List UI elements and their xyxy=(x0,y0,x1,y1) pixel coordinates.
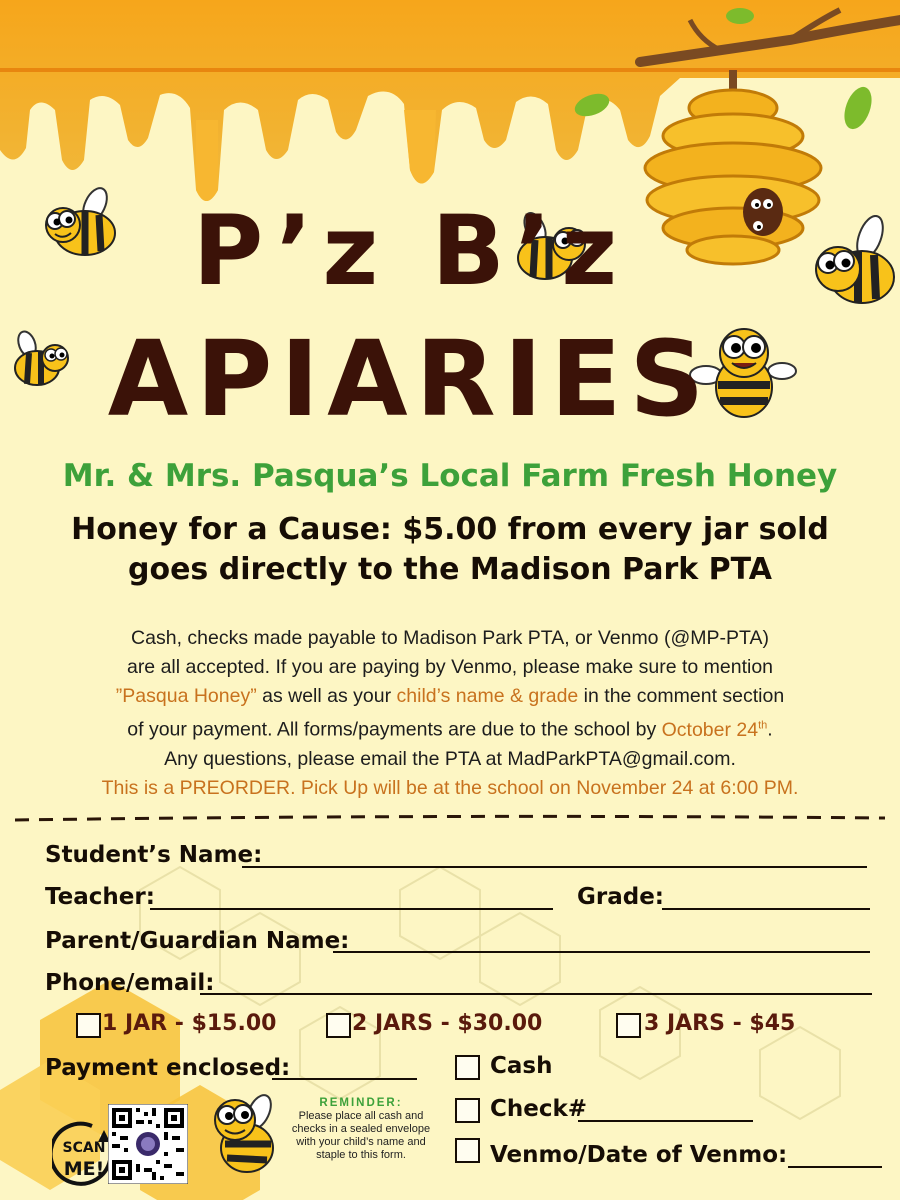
cause-line-1: Honey for a Cause: $5.00 from every jar sold xyxy=(71,512,829,547)
info-paragraph xyxy=(20,624,880,803)
venmo-label: Venmo/Date of Venmo: xyxy=(490,1142,788,1168)
cash-label: Cash xyxy=(490,1053,553,1079)
info-line xyxy=(20,682,880,711)
due-date-suffix: th xyxy=(758,719,768,731)
info-line: Cash, checks made payable to Madison Park PTA, or Venmo (@MP-PTA) xyxy=(131,627,769,649)
phone-email-label: Phone/email: xyxy=(45,970,215,996)
cut-line xyxy=(15,812,885,826)
highlight-text: child’s name & grade xyxy=(396,685,579,707)
jar2-checkbox[interactable] xyxy=(326,1013,351,1038)
scan-line-2: ME! xyxy=(63,1158,105,1180)
parent-name-label: Parent/Guardian Name: xyxy=(45,928,350,954)
due-date-text: October 24 xyxy=(661,718,759,741)
jar3-checkbox[interactable] xyxy=(616,1013,641,1038)
scan-line-1: SCAN xyxy=(62,1140,106,1156)
reminder-note xyxy=(284,1097,438,1162)
info-text: as well as your xyxy=(256,685,397,707)
info-text: of your payment. All forms/payments are due to the school by xyxy=(127,718,662,741)
cause-line-2: goes directly to the Madison Park PTA xyxy=(127,552,772,587)
payment-enclosed-field[interactable] xyxy=(272,1078,417,1080)
venmo-date-field[interactable] xyxy=(788,1166,882,1168)
check-checkbox[interactable] xyxy=(455,1098,480,1123)
student-name-field[interactable] xyxy=(242,866,867,868)
teacher-field[interactable] xyxy=(150,908,553,910)
title-line-2: APIARIES xyxy=(107,318,713,440)
title-line-1: P’z B’z xyxy=(192,195,628,307)
highlight-text: ”Pasqua Honey” xyxy=(115,685,257,707)
reminder-text: Please place all cash and checks in a sealed envelope with your child’s name and staple to this form. xyxy=(291,1110,431,1161)
grade-field[interactable] xyxy=(662,908,870,910)
info-text: . xyxy=(767,718,773,741)
info-line: are all accepted. If you are paying by Venmo, please make sure to mention xyxy=(126,656,774,678)
preorder-notice: This is a PREORDER. Pick Up will be at the school on November 24 at 6:00 PM. xyxy=(101,776,799,799)
info-line: Any questions, please email the PTA at MadParkPTA@gmail.com. xyxy=(164,747,736,770)
student-name-label: Student’s Name: xyxy=(45,842,263,868)
info-text: in the comment section xyxy=(578,685,785,707)
subtitle: Mr. & Mrs. Pasqua’s Local Farm Fresh Honey xyxy=(62,458,838,494)
teacher-label: Teacher: xyxy=(45,884,155,910)
info-line xyxy=(20,711,880,745)
venmo-checkbox[interactable] xyxy=(455,1138,480,1163)
phone-email-field[interactable] xyxy=(200,993,872,995)
bee-icon xyxy=(195,1090,285,1180)
jar1-label: 1 JAR - $15.00 xyxy=(102,1011,277,1036)
cash-checkbox[interactable] xyxy=(455,1055,480,1080)
check-number-field[interactable] xyxy=(578,1120,753,1122)
check-label: Check# xyxy=(490,1096,588,1122)
jar2-label: 2 JARS - $30.00 xyxy=(352,1011,543,1036)
parent-name-field[interactable] xyxy=(333,951,870,953)
qr-code-icon[interactable] xyxy=(108,1104,188,1184)
jar1-checkbox[interactable] xyxy=(76,1013,101,1038)
jar3-label: 3 JARS - $45 xyxy=(644,1011,796,1036)
due-date xyxy=(662,719,768,741)
grade-label: Grade: xyxy=(577,884,665,910)
scan-me-text xyxy=(62,1138,106,1180)
reminder-title: REMINDER: xyxy=(319,1097,403,1109)
payment-enclosed-label: Payment enclosed: xyxy=(45,1055,291,1081)
